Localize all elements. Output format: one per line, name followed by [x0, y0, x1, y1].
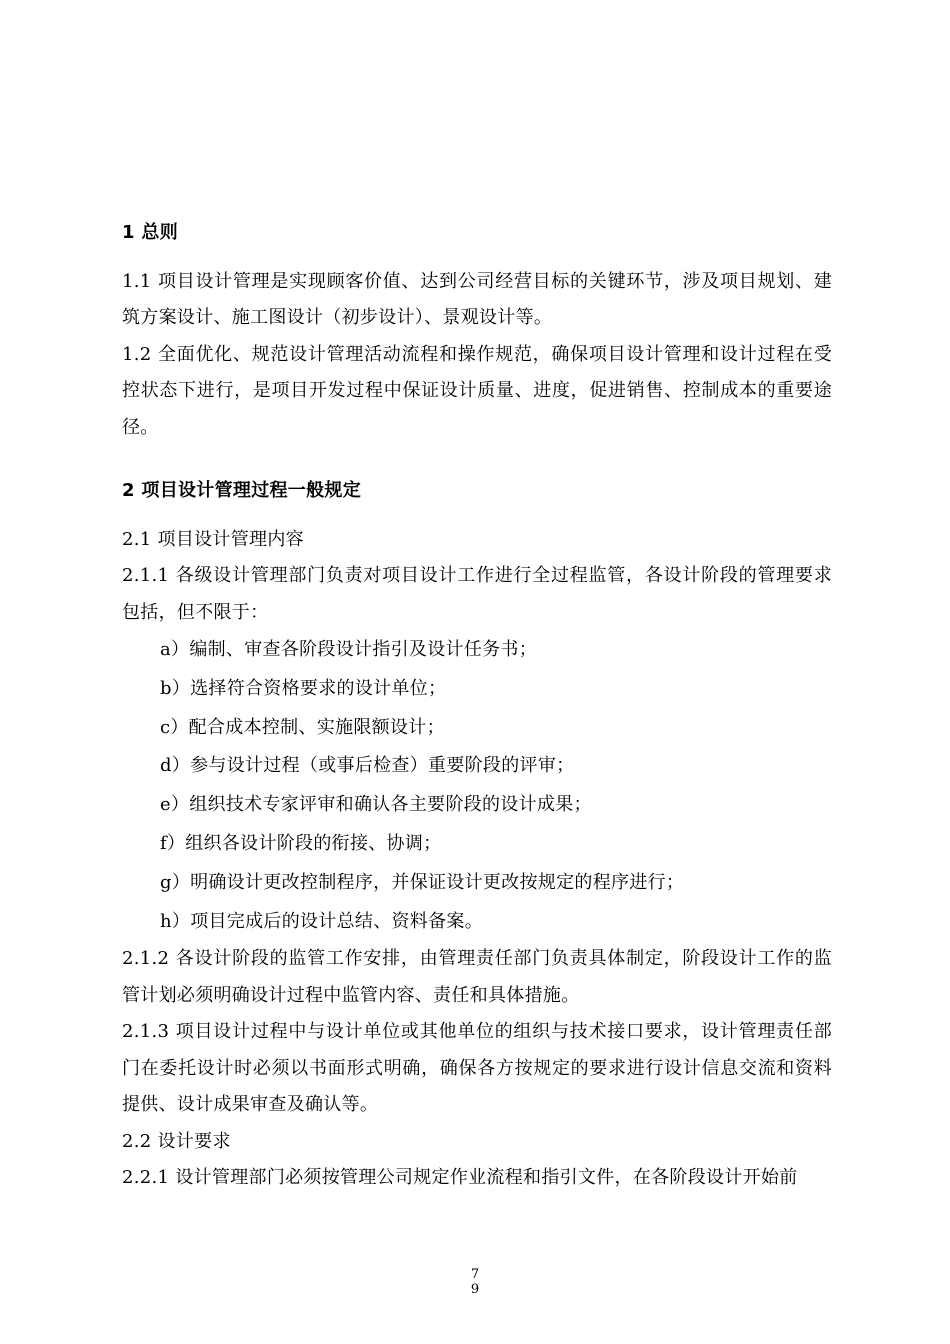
section-heading-general: 1 总则 — [122, 222, 178, 243]
list-item: e）组织技术专家评审和确认各主要阶段的设计成果； — [160, 794, 592, 816]
paragraph-1-1: 1.1 项目设计管理是实现顾客价值、达到公司经营目标的关键环节，涉及项目规划、建筑方案设计、施工图设计（初步设计）、景观设计等。 — [122, 270, 832, 328]
page-number — [455, 1267, 495, 1297]
list-item: b）选择符合资格要求的设计单位； — [160, 677, 447, 699]
list-item: c）配合成本控制、实施限额设计； — [160, 716, 445, 738]
list-item: h）项目完成后的设计总结、资料备案。 — [160, 910, 483, 932]
paragraph-2-1-2: 2.1.2 各设计阶段的监管工作安排，由管理责任部门负责具体制定，阶段设计工作的监管计划必须明确设计过程中监管内容、责任和具体措施。 — [122, 948, 832, 1006]
page-number-line: 9 — [470, 1282, 480, 1297]
list-item: a）编制、审查各阶段设计指引及设计任务书； — [160, 639, 538, 660]
document-body — [122, 215, 832, 1197]
paragraph-1-2: 1.2 全面优化、规范设计管理活动流程和操作规范，确保项目设计管理和设计过程在受控状态下进行，是项目开发过程中保证设计质量、进度，促进销售、控制成本的重要途径。 — [122, 343, 832, 438]
list-item: g）明确设计更改控制程序，并保证设计更改按规定的程序进行； — [160, 871, 685, 893]
section-heading-design-management: 2 项目设计管理过程一般规定 — [122, 480, 361, 501]
paragraph-2-1-3: 2.1.3 项目设计过程中与设计单位或其他单位的组织与技术接口要求，设计管理责任部门在委托设计时必须以书面形式明确，确保各方按规定的要求进行设计信息交流和资料提供、设计成果审查及确认等。 — [122, 1021, 832, 1116]
paragraph-2-1-1: 2.1.1 各级设计管理部门负责对项目设计工作进行全过程监管，各设计阶段的管理要求包括，但不限于： — [122, 565, 832, 623]
subsection-title-2-1: 2.1 项目设计管理内容 — [122, 528, 304, 550]
subsection-title-2-2: 2.2 设计要求 — [122, 1130, 231, 1152]
list-item: f）组织各设计阶段的衔接、协调； — [160, 832, 442, 854]
paragraph-2-2-1: 2.2.1 设计管理部门必须按管理公司规定作业流程和指引文件，在各阶段设计开始前 — [122, 1167, 798, 1189]
list-item: d）参与设计过程（或事后检查）重要阶段的评审； — [160, 755, 575, 777]
page-number-line: 7 — [470, 1267, 480, 1282]
